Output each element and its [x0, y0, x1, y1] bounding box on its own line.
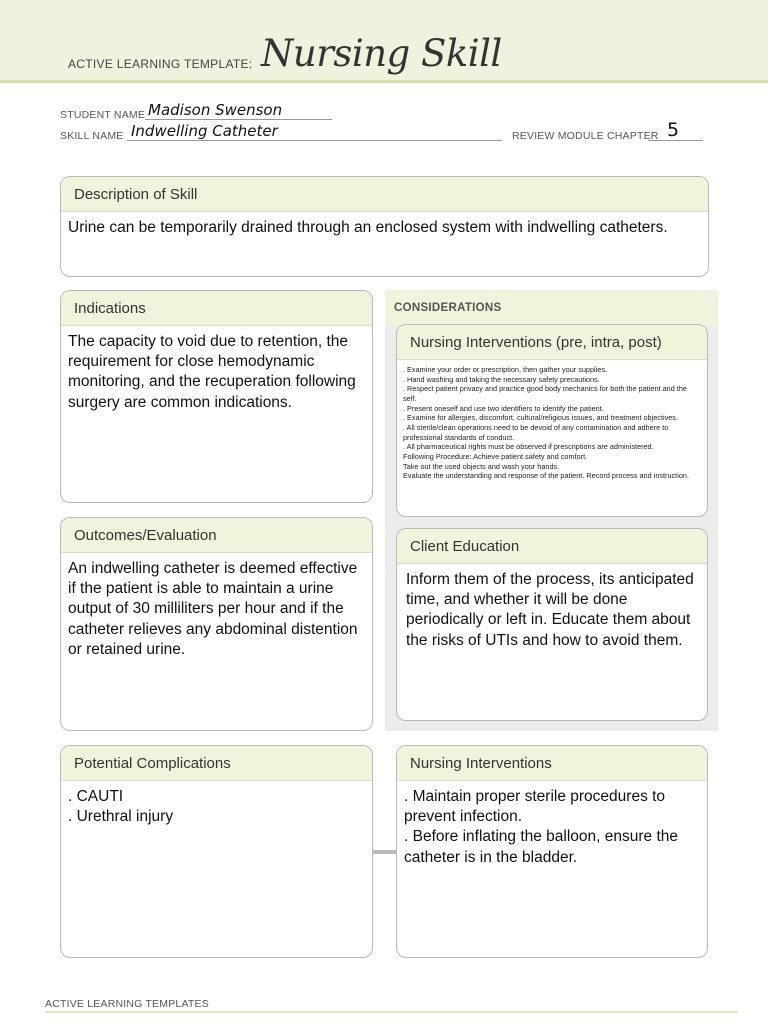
ppp-line: . All sterile/clean operations need to be devoid of any contamination and adhere to professional standards of conduct. [403, 422, 669, 442]
outcomes-box [60, 517, 373, 731]
complications-title: Potential Complications [61, 746, 372, 781]
nursing-interventions-box [396, 745, 708, 958]
ppp-line: Evaluate the understanding and response of the patient. Record process and instruction. [403, 471, 689, 481]
skill-name-line [127, 140, 502, 141]
description-title: Description of Skill [61, 177, 708, 212]
client-education-box [396, 528, 708, 721]
ppp-line: . Respect patient privacy and practice good body mechanics for both the patient and the self. [403, 384, 687, 403]
complications-list[interactable] [61, 781, 372, 827]
nursing-interventions-ppp-title: Nursing Interventions (pre, intra, post) [397, 325, 707, 360]
intervention-item: . Before inflating the balloon, ensure the catheter is in the bladder. [404, 828, 679, 866]
ppp-line: Take out the used objects and wash your hands. [403, 461, 560, 471]
indications-box [60, 290, 373, 503]
client-education-text[interactable]: Inform them of the process, its anticipated time, and whether it will be done periodically or left in. Educate them about the risks of UTIs and how to avoid them. [406, 571, 694, 649]
considerations-title: CONSIDERATIONS [385, 290, 718, 326]
nursing-interventions-ppp-list[interactable] [397, 360, 707, 481]
description-box [60, 176, 709, 277]
ppp-line: . Hand washing and taking the necessary safety precautions. [403, 374, 600, 384]
outcomes-title: Outcomes/Evaluation [61, 518, 372, 553]
ppp-line: . All pharmaceutical rights must be observed if prescriptions are administered. [403, 442, 654, 452]
ppp-line: . Present oneself and use two identifiers to identify the patient. [403, 403, 604, 413]
template-title: Nursing Skill [261, 32, 502, 75]
complication-item: . CAUTI [68, 788, 124, 805]
skill-name-value[interactable]: Indwelling Catheter [131, 122, 278, 140]
nursing-interventions-list[interactable] [397, 781, 707, 868]
review-module-label: REVIEW MODULE CHAPTER [512, 130, 659, 142]
student-name-label: STUDENT NAME [60, 109, 146, 121]
footer-line [45, 1011, 738, 1013]
nursing-interventions-ppp-box [396, 324, 708, 517]
complication-item: . Urethral injury [68, 808, 174, 826]
indications-title: Indications [61, 291, 372, 326]
student-name-line [145, 119, 332, 120]
intervention-item: . Maintain proper sterile procedures to prevent infection. [404, 788, 666, 826]
ppp-line: Following Procedure: Achieve patient safety and comfort. [403, 451, 588, 461]
complications-box [60, 745, 373, 958]
footer-text: ACTIVE LEARNING TEMPLATES [45, 998, 209, 1010]
client-education-title: Client Education [397, 529, 707, 564]
ppp-line: . Examine for allergies, discomfort, cultural/religious issues, and treatment objectives. [403, 413, 678, 423]
indications-text[interactable]: The capacity to void due to retention, the requirement for close hemodynamic monitoring, and the recuperation following surgery are common indications. [68, 333, 356, 411]
template-prefix: ACTIVE LEARNING TEMPLATE: [68, 57, 253, 71]
nursing-interventions-title: Nursing Interventions [397, 746, 707, 781]
ppp-line: . Examine your order or prescription, then gather your supplies. [403, 365, 608, 374]
student-name-value[interactable]: Madison Swenson [148, 101, 283, 119]
outcomes-text[interactable]: An indwelling catheter is deemed effective if the patient is able to maintain a urine output of 30 milliliters per hour and if the catheter relieves any abdominal distention or retained urine. [68, 560, 358, 658]
skill-name-label: SKILL NAME [60, 130, 124, 142]
review-module-value[interactable]: 5 [667, 119, 680, 141]
description-text[interactable]: Urine can be temporarily drained through an enclosed system with indwelling catheters. [68, 219, 668, 236]
connector-bar [373, 850, 397, 854]
